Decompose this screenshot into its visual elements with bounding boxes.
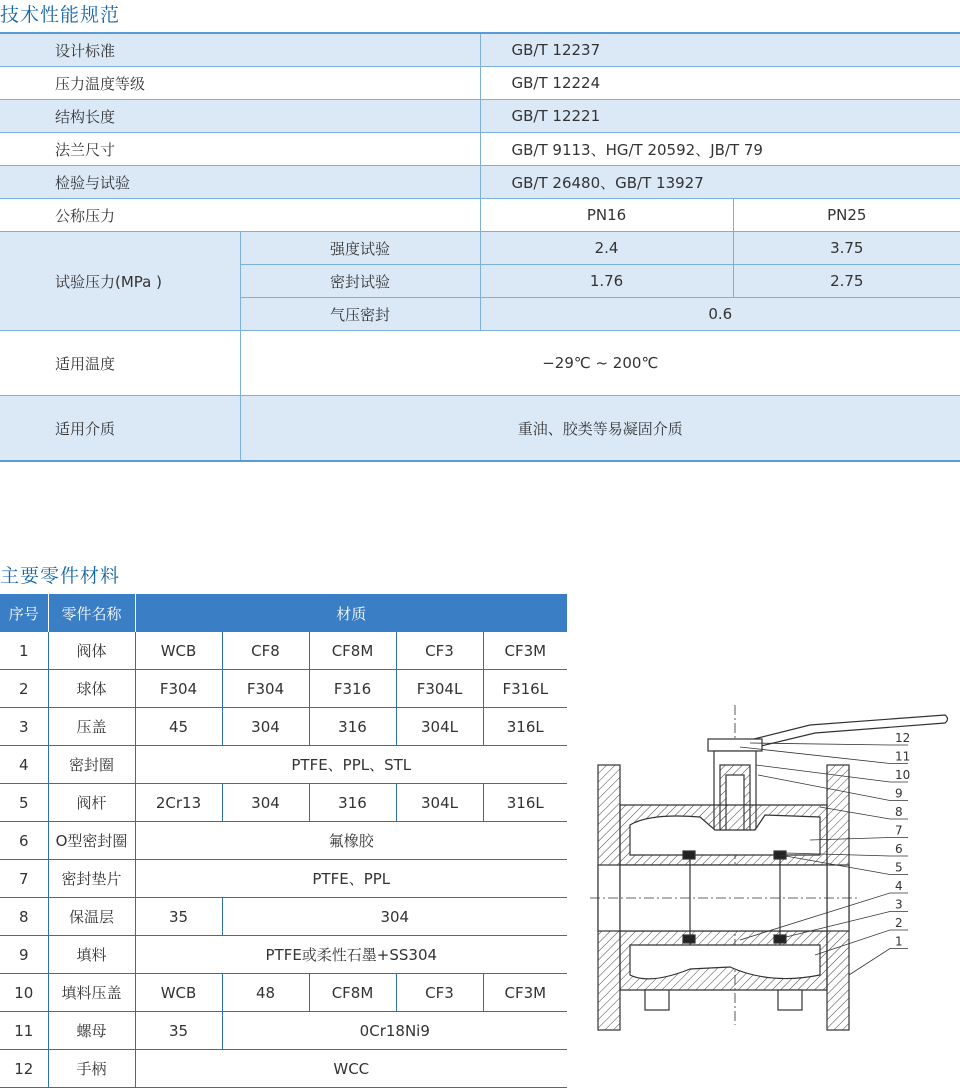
spec-table (0, 32, 960, 462)
table-row (0, 898, 567, 936)
part-name: 阀体 (48, 632, 135, 670)
table-row (0, 860, 567, 898)
medium-value: 重油、胶类等易凝固介质 (240, 396, 960, 462)
callout-label: 8 (895, 805, 903, 819)
material-cell: PTFE或柔性石墨+SS304 (135, 936, 567, 974)
part-no: 8 (0, 898, 48, 936)
part-no: 7 (0, 860, 48, 898)
ball-valve-section-diagram (590, 705, 960, 1040)
material-cell: 304 (222, 784, 309, 822)
material-cell: F316L (483, 670, 567, 708)
callout-label: 10 (895, 768, 911, 782)
table-row (0, 784, 567, 822)
spec-label: 压力温度等级 (0, 67, 480, 100)
material-cell: WCB (135, 632, 222, 670)
material-cell: 304 (222, 898, 567, 936)
header-no: 序号 (0, 594, 48, 632)
seal-pn25: 2.75 (733, 265, 960, 298)
material-cell: PTFE、PPL (135, 860, 567, 898)
material-cell: 316L (483, 708, 567, 746)
part-name: 手柄 (48, 1050, 135, 1088)
table-row (0, 746, 567, 784)
table-row (0, 670, 567, 708)
pn16-header: PN16 (480, 199, 733, 232)
temperature-label: 适用温度 (0, 331, 240, 396)
materials-table (0, 594, 567, 1088)
callout-label: 7 (895, 823, 903, 838)
part-no: 2 (0, 670, 48, 708)
material-cell: 316L (483, 784, 567, 822)
part-no: 5 (0, 784, 48, 822)
callout-label: 2 (895, 916, 903, 930)
material-cell: 45 (135, 708, 222, 746)
material-cell: 304L (396, 708, 483, 746)
material-cell: F304 (135, 670, 222, 708)
spec-label: 结构长度 (0, 100, 480, 133)
handle-shape (730, 715, 948, 751)
spec-label: 法兰尺寸 (0, 133, 480, 166)
table-row (0, 708, 567, 746)
spec-value: GB/T 12237 (480, 33, 960, 67)
part-no: 9 (0, 936, 48, 974)
medium-label: 适用介质 (0, 396, 240, 462)
spec-row-strength (0, 232, 960, 265)
materials-header-row (0, 594, 567, 632)
spec-value: GB/T 12221 (480, 100, 960, 133)
spec-row-pressure (0, 199, 960, 232)
table-row (0, 1050, 567, 1088)
spec-row (0, 33, 960, 67)
part-no: 12 (0, 1050, 48, 1088)
strength-pn16: 2.4 (480, 232, 733, 265)
material-cell: CF3M (483, 632, 567, 670)
air-seal-value: 0.6 (480, 298, 960, 331)
material-cell: CF8M (309, 632, 396, 670)
material-cell: F304L (396, 670, 483, 708)
pressure-label: 公称压力 (0, 199, 480, 232)
section-title-spec: 技术性能规范 (0, 4, 121, 26)
material-cell: PTFE、PPL、STL (135, 746, 567, 784)
part-no: 4 (0, 746, 48, 784)
air-seal-label: 气压密封 (240, 298, 480, 331)
callout-leader (849, 949, 908, 976)
spec-row (0, 67, 960, 100)
strength-pn25: 3.75 (733, 232, 960, 265)
table-row (0, 1012, 567, 1050)
material-cell: 0Cr18Ni9 (222, 1012, 567, 1050)
section-title-materials: 主要零件材料 (0, 565, 121, 587)
callout-label: 12 (895, 731, 911, 745)
material-cell: 35 (135, 1012, 222, 1050)
temperature-value: −29℃ ~ 200℃ (240, 331, 960, 396)
spec-row (0, 100, 960, 133)
material-cell: 304L (396, 784, 483, 822)
callout-label: 11 (895, 749, 911, 764)
material-cell: 316 (309, 784, 396, 822)
material-cell: CF3M (483, 974, 567, 1012)
material-cell: 35 (135, 898, 222, 936)
material-cell: 304 (222, 708, 309, 746)
part-name: 密封圈 (48, 746, 135, 784)
spec-row (0, 166, 960, 199)
part-name: 阀杆 (48, 784, 135, 822)
callout-label: 3 (895, 897, 903, 912)
table-row (0, 974, 567, 1012)
part-name: O型密封圈 (48, 822, 135, 860)
materials-body (0, 632, 567, 1088)
material-cell: F304 (222, 670, 309, 708)
seal-pn16: 1.76 (480, 265, 733, 298)
header-material: 材质 (135, 594, 567, 632)
spec-value: GB/T 12224 (480, 67, 960, 100)
material-cell: 2Cr13 (135, 784, 222, 822)
spec-label: 检验与试验 (0, 166, 480, 199)
material-cell: CF8 (222, 632, 309, 670)
part-name: 填料 (48, 936, 135, 974)
callout-leader (740, 747, 911, 764)
material-cell: WCB (135, 974, 222, 1012)
spec-row-medium (0, 396, 960, 462)
spec-row (0, 133, 960, 166)
part-no: 6 (0, 822, 48, 860)
material-cell: CF8M (309, 974, 396, 1012)
part-name: 保温层 (48, 898, 135, 936)
part-no: 1 (0, 632, 48, 670)
part-no: 11 (0, 1012, 48, 1050)
part-name: 螺母 (48, 1012, 135, 1050)
material-cell: 48 (222, 974, 309, 1012)
header-part-name: 零件名称 (48, 594, 135, 632)
spec-value: GB/T 9113、HG/T 20592、JB/T 79 (480, 133, 960, 166)
material-cell: WCC (135, 1050, 567, 1088)
callout-label: 9 (895, 786, 903, 801)
callout-label: 4 (895, 879, 903, 893)
test-pressure-label: 试验压力(MPa ) (0, 232, 240, 331)
callout-label: 6 (895, 842, 903, 856)
table-row (0, 936, 567, 974)
material-cell: 氟橡胶 (135, 822, 567, 860)
part-no: 3 (0, 708, 48, 746)
material-cell: CF3 (396, 974, 483, 1012)
material-cell: F316 (309, 670, 396, 708)
strength-test-label: 强度试验 (240, 232, 480, 265)
callout-label: 1 (895, 934, 903, 949)
callout-leader (750, 743, 908, 745)
material-cell: 316 (309, 708, 396, 746)
material-cell: CF3 (396, 632, 483, 670)
spec-row-temperature (0, 331, 960, 396)
part-name: 填料压盖 (48, 974, 135, 1012)
part-name: 球体 (48, 670, 135, 708)
spec-label: 设计标准 (0, 33, 480, 67)
table-row (0, 822, 567, 860)
pn25-header: PN25 (733, 199, 960, 232)
part-no: 10 (0, 974, 48, 1012)
spec-value: GB/T 26480、GB/T 13927 (480, 166, 960, 199)
seal-test-label: 密封试验 (240, 265, 480, 298)
table-row (0, 632, 567, 670)
callout-label: 5 (895, 860, 903, 875)
part-name: 密封垫片 (48, 860, 135, 898)
part-name: 压盖 (48, 708, 135, 746)
